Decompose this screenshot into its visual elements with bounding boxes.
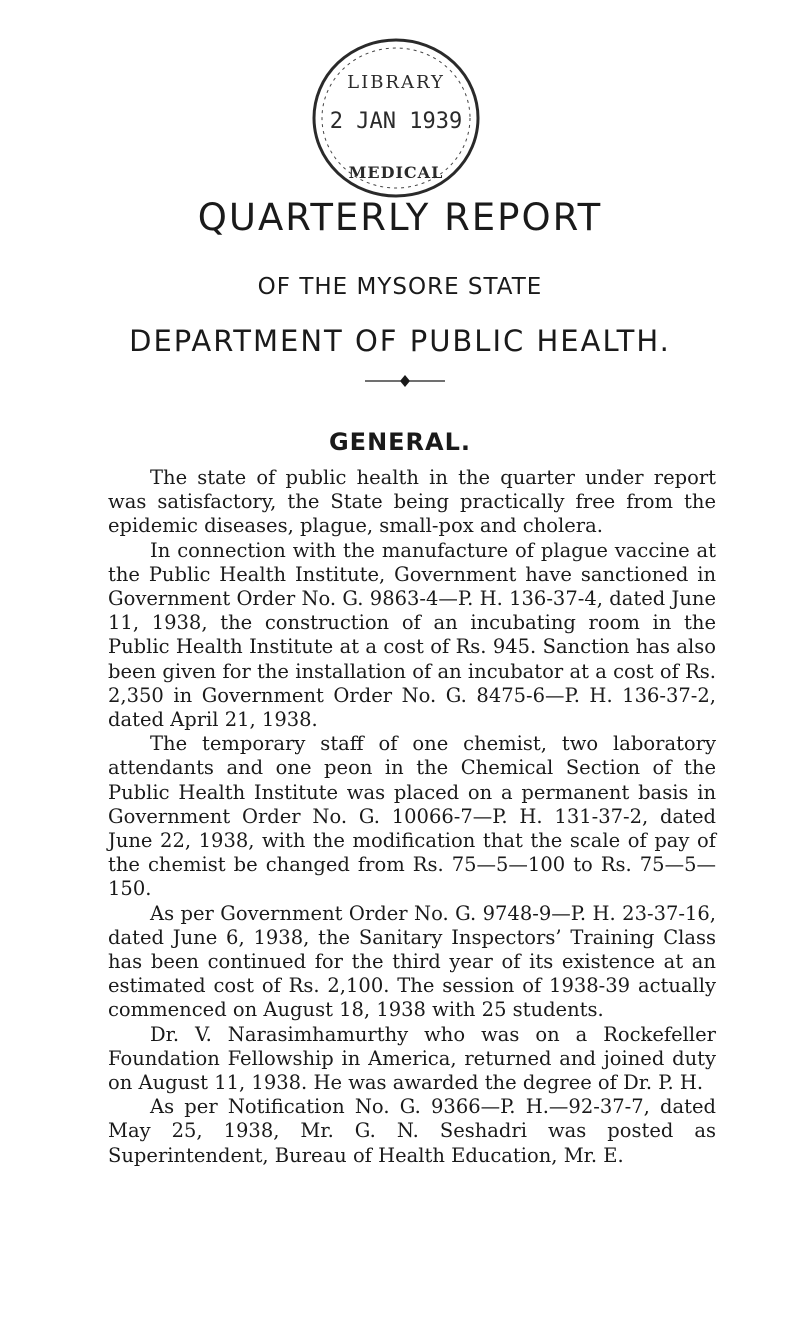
paragraph: Dr. V. Narasimhamurthy who was on a Rockefeller Foundation Fellowship in America, returned and joined duty on August 11, 1938. He was awarded the degree of Dr. P. H. [108,1022,716,1095]
report-title: QUARTERLY REPORT [197,196,603,239]
report-subtitle-line1: OF THE MYSORE STATE [257,274,543,300]
paragraph: The state of public health in the quarter under report was satisfactory, the State being practically free from the epidemic diseases, plague, small-pox and cholera. [108,466,716,538]
paragraph: The temporary staff of one chemist, two laboratory attendants and one peon in the Chemical Section of the Public Health Institute was placed on a permanent basis in Government Order No. G. 10066-7—P. H. 131-37-2, dated June 22, 1938, with the modification that the scale of pay of the chemist be changed from Rs. 75—5—100 to Rs. 75—5—150. [108,732,716,901]
svg-text:MEDICAL: MEDICAL [348,163,444,182]
report-body [108,466,716,1168]
paragraph: In connection with the manufacture of plague vaccine at the Public Health Institute, Government have sanctioned in Government Order No. G. 9863-4—P. H. 136-37-4, dated June 11, 1938, the construction of an incubating room in the Public Health Institute at a cost of Rs. 945. Sanction has also been given for the installation of an incubator at a cost of Rs. 2,350 in Government Order No. G. 8475-6—P. H. 136-37-2, dated April 21, 1938. [108,538,716,732]
svg-text:2 JAN 1939: 2 JAN 1939 [329,109,463,134]
library-stamp [296,30,496,210]
report-subtitle-line2: DEPARTMENT OF PUBLIC HEALTH. [129,324,671,358]
stamp-seal-icon [296,30,496,210]
section-heading: GENERAL. [328,428,472,456]
svg-text:LIBRARY: LIBRARY [347,72,445,93]
paragraph: As per Government Order No. G. 9748-9—P. H. 23-37-16, dated June 6, 1938, the Sanitary Inspectors’ Training Class has been continued for the third year of its existence at an estimated cost of Rs. 2,100. The session of 1938-39 actually commenced on August 18, 1938 with 25 students. [108,901,716,1022]
paragraph: As per Notification No. G. 9366—P. H.—92-37-7, dated May 25, 1938, Mr. G. N. Seshadri was posted as Superintendent, Bureau of Health Education, Mr. E. [108,1095,716,1167]
ornament-divider-icon [365,374,445,388]
